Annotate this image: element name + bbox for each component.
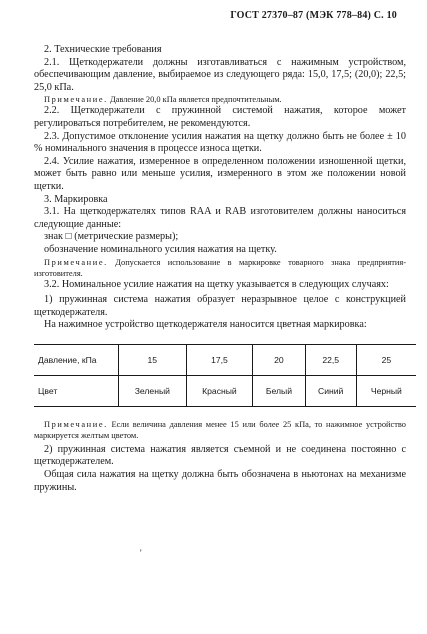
table-cell: Черный [356, 375, 416, 406]
table-cell: 25 [356, 344, 416, 375]
table-cell: 22,5 [305, 344, 356, 375]
clause-3-2-item-2-force: Общая сила нажатия на щетку должна быть обозначена в ньютонах на механизме пружины. [34, 469, 406, 493]
clause-2-1: 2.1. Щеткодержатели должны изготавливаться с нажимным устройством, обеспечивающим давление, выбираемое из следующего ряда: 15,0, 17,5; (20,0); 22,5; 25,0 кПа. [34, 56, 406, 93]
note-2 [34, 257, 406, 279]
stray-mark: ' [140, 548, 142, 558]
note-3 [34, 419, 406, 441]
clause-2-2: 2.2. Щеткодержатели с пружинной системой нажатия, которое может регулироваться потребителем, не рекомендуются. [34, 105, 406, 129]
note-1-label: Примечание. [44, 95, 108, 105]
table-cell: Синий [305, 375, 356, 406]
section-2-title: 2. Технические требования [44, 44, 162, 55]
clause-3-1-item-a: знак □ (метрические размеры); [44, 231, 179, 243]
clause-3-2-item-1: 1) пружинная система нажатия образует неразрывное целое с конструкцией щеткодержателя. [34, 294, 406, 318]
clause-3-1-item-b: обозначение номинального усилия нажатия на щетку. [44, 243, 277, 255]
clause-2-3: 2.3. Допустимое отклонение усилия нажатия на щетку должно быть не более ± 10 % номинального значения в процессе износа щетки. [34, 130, 406, 155]
clause-3-2: 3.2. Номинальное усилие нажатия на щетку указывается в следующих случаях: [44, 278, 389, 290]
note-1-text: Давление 20,0 кПа является предпочтительным. [109, 95, 282, 105]
section-3-title: 3. Маркировка [44, 193, 108, 205]
clause-3-2-item-1-marking: На нажимное устройство щеткодержателя наносится цветная маркировка: [44, 319, 367, 331]
clause-3-1: 3.1. На щеткодержателях типов RAA и RAB изготовителем должны наноситься следующие данные: [34, 206, 406, 230]
table-cell: Красный [186, 375, 253, 406]
table-cell: Зеленый [119, 375, 187, 406]
color-marking-table [34, 344, 416, 407]
table-row [34, 375, 416, 406]
document-body [34, 44, 406, 494]
note-3-label: Примечание. [44, 419, 108, 429]
table-cell: Цвет [34, 375, 119, 406]
table-cell: 17,5 [186, 344, 253, 375]
note-1 [34, 94, 406, 105]
clause-3-2-item-2: 2) пружинная система нажатия является съемной и не соединена постоянно с щеткодержателем. [34, 443, 406, 468]
note-3-text: Если величина давления менее 15 или более 25 кПа, то нажимное устройство маркируется желтым цветом. [34, 419, 406, 440]
page-header: ГОСТ 27370–87 (МЭК 778–84) С. 10 [230, 10, 397, 21]
clause-2-4: 2.4. Усилие нажатия, измеренное в определенном положении изношенной щетки, может быть равно или меньше усилия, измеренного в этом же положении новой щетки. [34, 155, 406, 192]
table-cell: Белый [253, 375, 305, 406]
table-cell: Давление, кПа [34, 344, 119, 375]
note-2-text: Допускается использование в маркировке товарного знака предприятия-изготовителя. [34, 257, 407, 278]
note-2-label: Примечание. [44, 257, 108, 267]
table-cell: 20 [253, 344, 305, 375]
table-cell: 15 [119, 344, 187, 375]
table-row [34, 344, 416, 375]
